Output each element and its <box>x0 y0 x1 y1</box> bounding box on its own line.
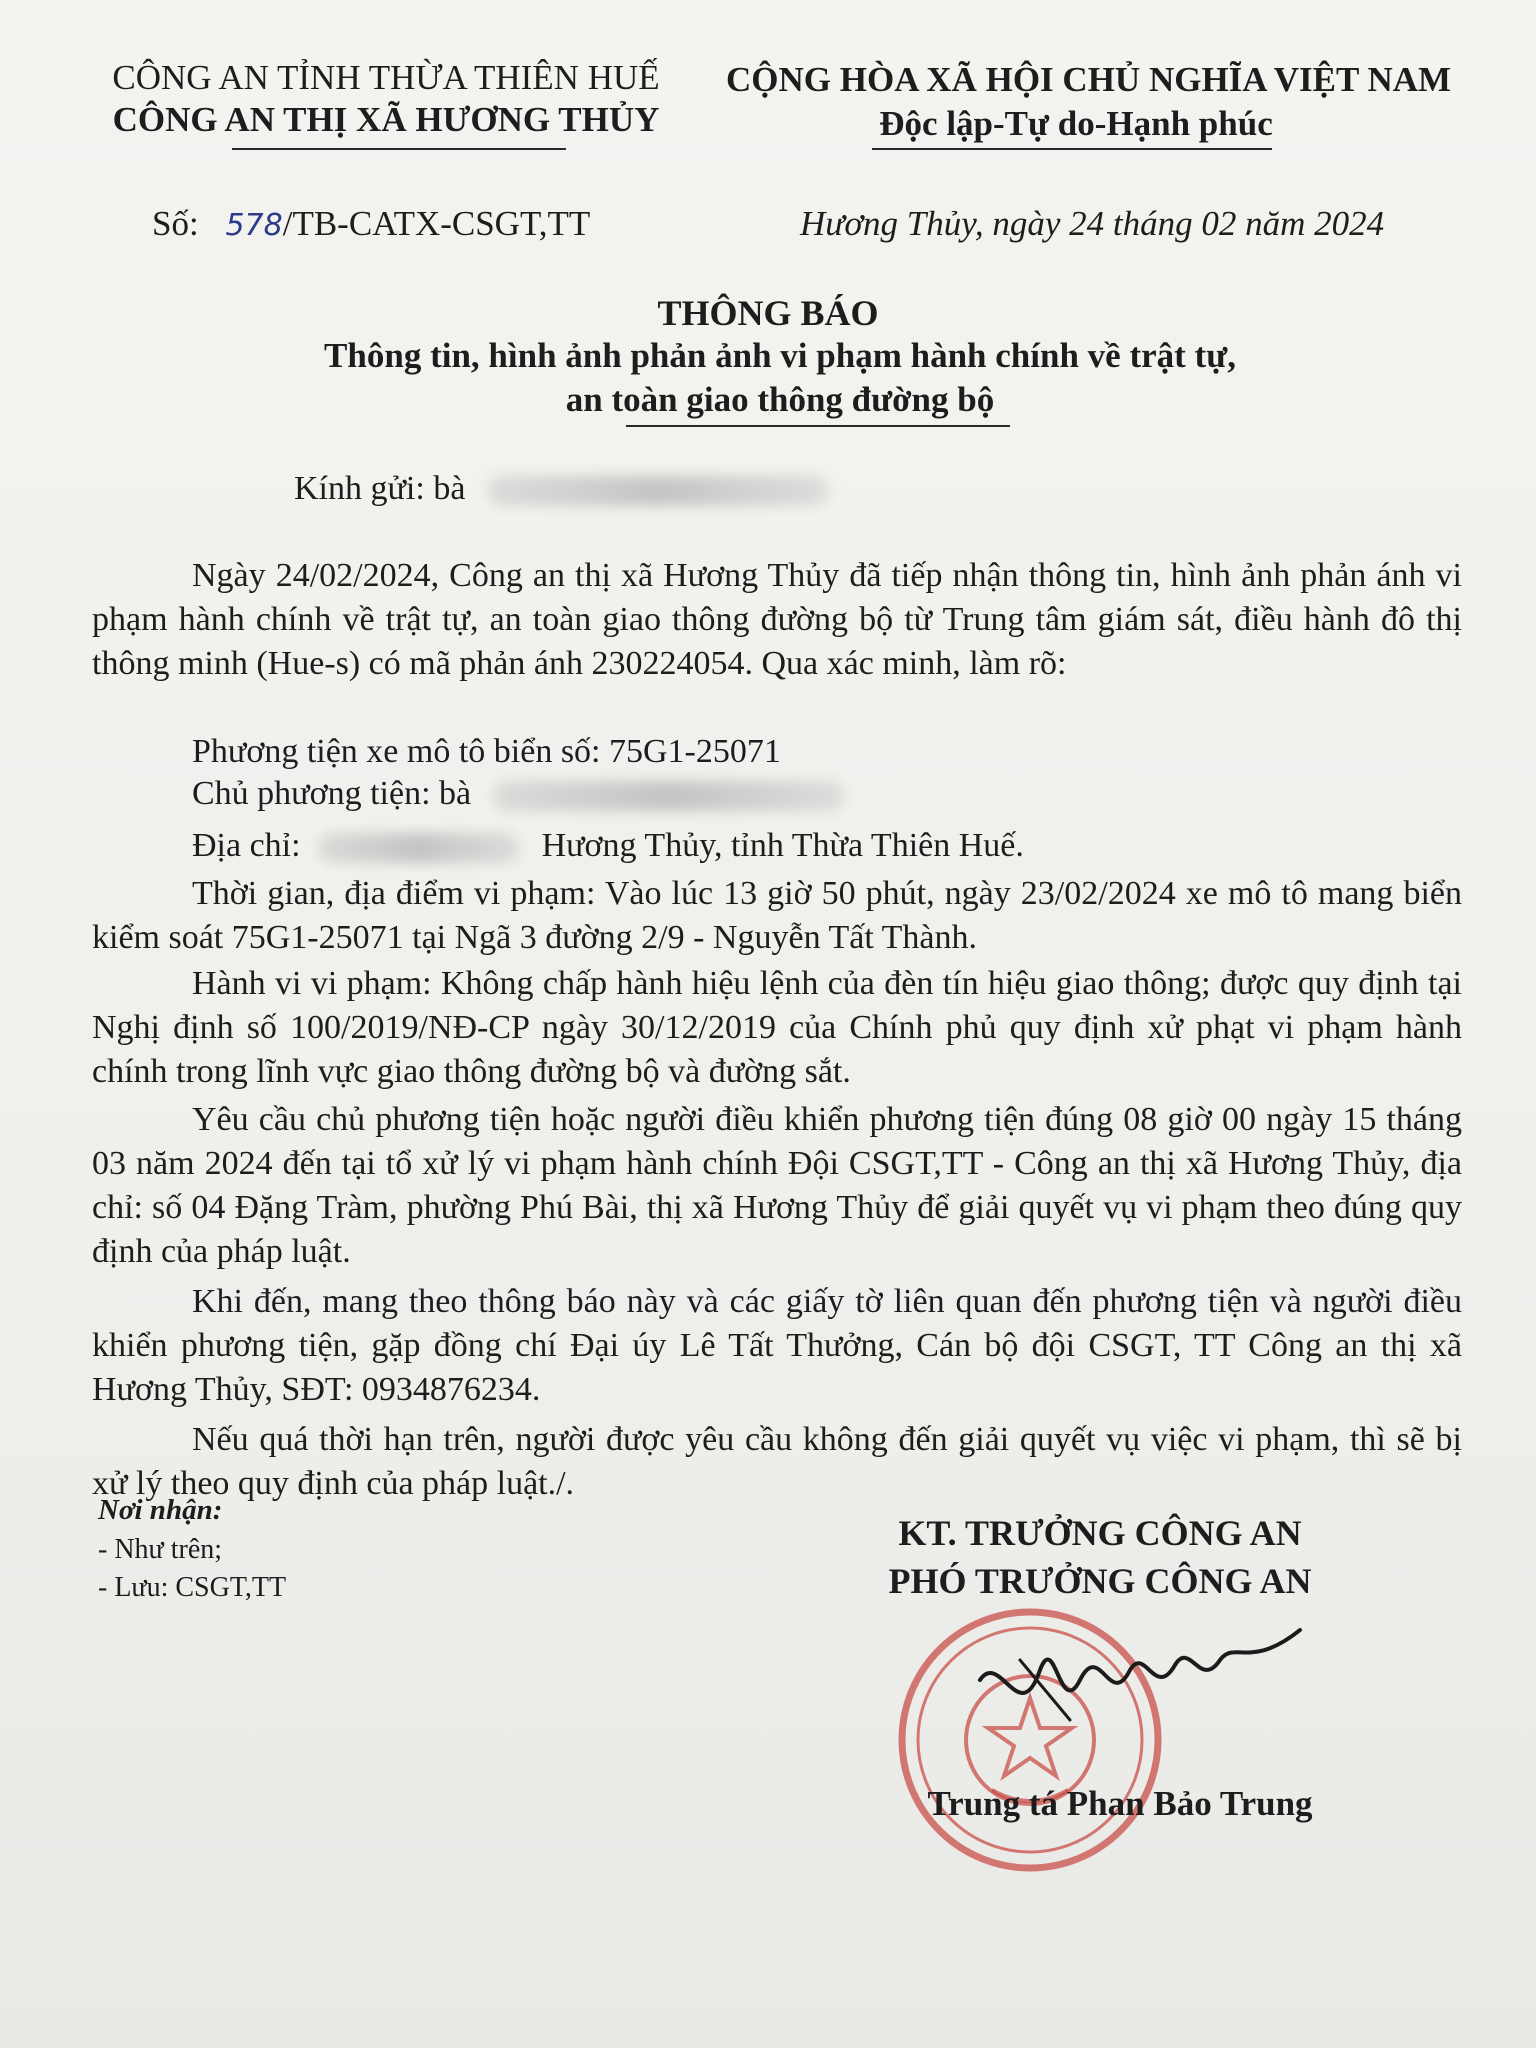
address-line <box>192 824 1024 868</box>
paragraph-intro: Ngày 24/02/2024, Công an thị xã Hương Thủy đã tiếp nhận thông tin, hình ảnh phản ánh vi phạm hành chính về trật tự, an toàn giao thông đường bộ từ Trung tâm giám sát, điều hành đô thị thông minh (Hue-s) có mã phản ánh 230224054. Qua xác minh, làm rõ: <box>92 557 1462 682</box>
national-title: CỘNG HÒA XÃ HỘI CHỦ NGHĨA VIỆT NAM <box>726 60 1452 99</box>
title-underline <box>626 425 1010 427</box>
signature-title-1: KT. TRƯỞNG CÔNG AN <box>898 1513 1302 1553</box>
place-date: Hương Thủy, ngày 24 tháng 02 năm 2024 <box>800 204 1385 243</box>
signature-title-2: PHÓ TRƯỞNG CÔNG AN <box>888 1561 1312 1601</box>
issuer-unit: CÔNG AN THỊ XÃ HƯƠNG THỦY <box>112 100 660 139</box>
document-subtitle-line2: an toàn giao thông đường bộ <box>565 380 995 419</box>
redacted-recipient-name <box>488 476 828 506</box>
reference-prefix: Số: <box>152 204 199 243</box>
signature-icon <box>960 1610 1320 1750</box>
issuer-underline <box>232 148 566 150</box>
reference-number <box>152 204 590 244</box>
recipient-line <box>294 470 828 508</box>
recipient-label: Kính gửi: bà <box>294 470 466 507</box>
signer-name: Trung tá Phan Bảo Trung <box>927 1784 1313 1823</box>
address-tail: Hương Thủy, tỉnh Thừa Thiên Huế. <box>541 827 1024 864</box>
address-label: Địa chỉ: <box>192 827 301 864</box>
redacted-address <box>319 833 519 863</box>
paragraph-request: Yêu cầu chủ phương tiện hoặc người điều khiển phương tiện đúng 08 giờ 00 ngày 15 tháng 03 năm 2024 đến tại tổ xử lý vi phạm hành chính Đội CSGT,TT - Công an thị xã Hương Thủy, địa chỉ: số 04 Đặng Tràm, phường Phú Bài, thị xã Hương Thủy để giải quyết vụ vi phạm theo đúng quy định của pháp luật. <box>92 1101 1462 1270</box>
paragraph-bring: Khi đến, mang theo thông báo này và các giấy tờ liên quan đến phương tiện và người điều khiển phương tiện, gặp đồng chí Đại úy Lê Tất Thưởng, Cán bộ đội CSGT, TT Công an thị xã Hương Thủy, SĐT: 0934876234. <box>92 1283 1462 1408</box>
reference-code: /TB-CATX-CSGT,TT <box>282 204 591 243</box>
redacted-owner-name <box>494 781 844 811</box>
national-motto: Độc lập-Tự do-Hạnh phúc <box>879 104 1273 143</box>
vehicle-plate: Phương tiện xe mô tô biển số: 75G1-25071 <box>192 733 781 770</box>
owner-line <box>192 772 844 816</box>
recipients-title: Nơi nhận: <box>98 1494 223 1526</box>
paragraph-violation: Hành vi vi phạm: Không chấp hành hiệu lệnh của đèn tín hiệu giao thông; được quy định tại Nghị định số 100/2019/NĐ-CP ngày 30/12/2019 của Chính phủ quy định xử phạt vi phạm hành chính trong lĩnh vực giao thông đường bộ và đường sắt. <box>92 965 1462 1090</box>
document-subtitle-line1: Thông tin, hình ảnh phản ảnh vi phạm hành chính về trật tự, <box>324 336 1236 375</box>
recipients-item-1: - Như trên; <box>98 1534 223 1565</box>
handwritten-number: 578 <box>225 208 283 243</box>
issuer-province: CÔNG AN TỈNH THỪA THIÊN HUẾ <box>112 58 660 97</box>
paragraph-overdue: Nếu quá thời hạn trên, người được yêu cầu không đến giải quyết vụ việc vi phạm, thì sẽ bị xử lý theo quy định của pháp luật./. <box>92 1421 1462 1502</box>
document-title: THÔNG BÁO <box>657 293 879 333</box>
recipients-item-2: - Lưu: CSGT,TT <box>98 1572 287 1603</box>
paragraph-time-place: Thời gian, địa điểm vi phạm: Vào lúc 13 giờ 50 phút, ngày 23/02/2024 xe mô tô mang biển kiểm soát 75G1-25071 tại Ngã 3 đường 2/9 - Nguyễn Tất Thành. <box>92 875 1462 956</box>
motto-underline <box>872 148 1272 150</box>
owner-label: Chủ phương tiện: bà <box>192 775 472 812</box>
